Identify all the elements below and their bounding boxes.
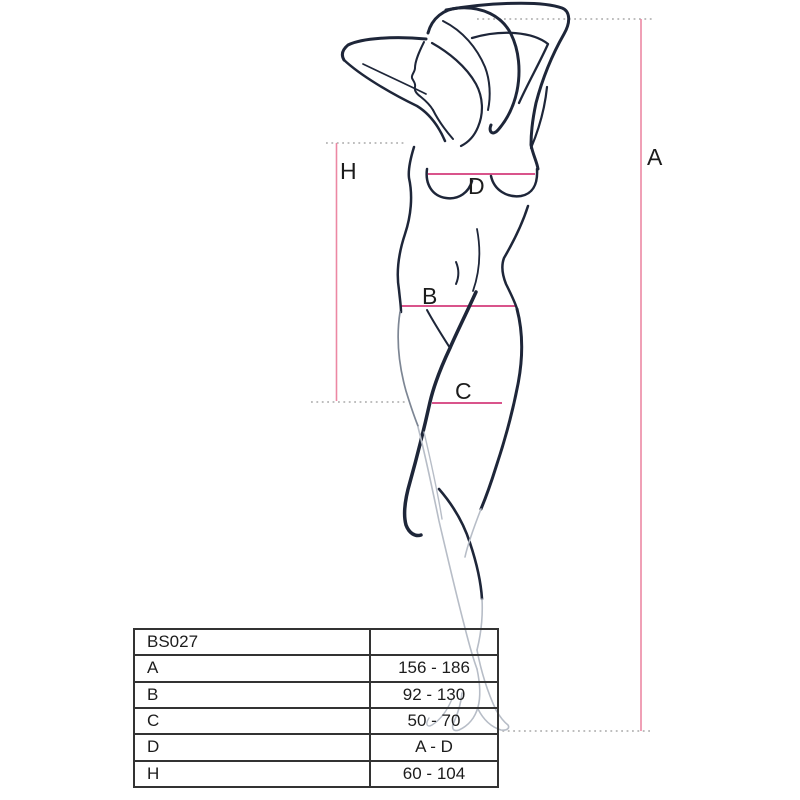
arm-left-lower	[344, 60, 445, 141]
arm-right-inner	[472, 33, 548, 103]
size-table-header-row	[134, 629, 498, 655]
measurement-value-cell: A - D	[370, 734, 498, 760]
size-table	[133, 628, 499, 788]
label-H: H	[340, 158, 357, 184]
torso-left	[398, 147, 414, 312]
model-code-cell: BS027	[134, 629, 370, 655]
measurement-label-cell: B	[134, 682, 370, 708]
size-table-row	[134, 708, 498, 734]
measurement-value-cell: 50 - 70	[370, 708, 498, 734]
leg-front-main	[405, 292, 476, 536]
thigh-left-fade	[398, 312, 418, 426]
vertical-measure-lines	[337, 19, 642, 731]
arm-left-upper	[342, 38, 426, 60]
measurement-value-cell: 60 - 104	[370, 761, 498, 787]
belly-crease	[473, 229, 479, 291]
label-C: C	[455, 378, 472, 404]
header-value-cell	[370, 629, 498, 655]
label-D: D	[468, 173, 485, 199]
measurement-value-cell: 156 - 186	[370, 655, 498, 681]
size-table-row	[134, 655, 498, 681]
body-silhouette	[342, 3, 568, 599]
measurement-label-cell: H	[134, 761, 370, 787]
arm-left-inner	[363, 64, 426, 94]
shin-front	[439, 489, 482, 599]
size-table-row	[134, 761, 498, 787]
bikini-left	[427, 310, 450, 348]
thigh-back-parallel	[424, 432, 442, 519]
thigh-right-outer	[481, 309, 522, 509]
body-silhouette-mid-fade	[398, 312, 418, 426]
size-table-row	[134, 682, 498, 708]
hair-outer	[428, 8, 519, 133]
label-B: B	[422, 283, 438, 309]
measurement-value-cell: 92 - 130	[370, 682, 498, 708]
measurement-label-cell: D	[134, 734, 370, 760]
measurement-label-cell: C	[134, 708, 370, 734]
size-table-row	[134, 734, 498, 760]
face-profile	[412, 42, 433, 110]
navel	[456, 262, 458, 284]
measurement-label-cell: A	[134, 655, 370, 681]
torso-right	[502, 206, 528, 309]
label-A: A	[647, 144, 663, 170]
